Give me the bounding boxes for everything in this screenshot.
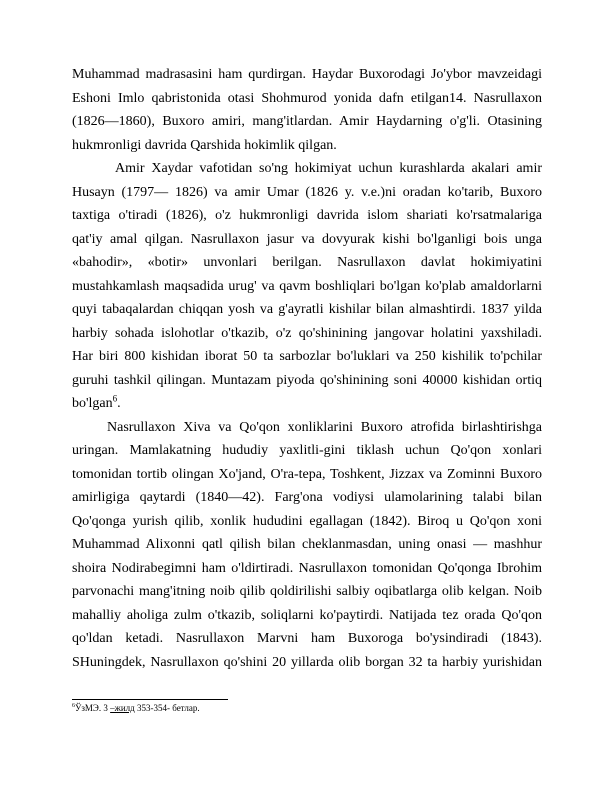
text-line: qo'ldan ketadi. Nasrullaxon Marvni ham Buxoroga bo'ysindiradi (1843). [72,631,542,646]
text-line [72,392,542,416]
text-line: tomonidan tortib olingan Xo'jand, O'ra-tepa, Toshkent, Jizzax va Zominni Buxoro [72,466,542,482]
footnote-reference[interactable]: 6 [112,393,118,404]
text-line: Nasrullaxon Xiva va Qo'qon xonliklarini Buxoro atrofida birlashtirishga [107,419,542,435]
text-line: Muhammad Alixonni qatl qilish bilan cheklanmasdan, uning onasi — mashhur [72,537,542,552]
text-line: taxtiga o'tiradi (1826), o'z hukmronligi davrida islom shariati ko'rsatmalariga [72,208,542,223]
text-line: Eshoni Imlo qabristonida otasi Shohmurod yonida dafn etilgan14. Nasrullaxon [72,90,542,106]
text-line: «bahodir», «botir» unvonlari berilgan. Nasrullaxon davlat hokimiyatini [72,255,542,270]
footnote-mark: 6 [72,703,75,709]
footnote-pages: 353-354- бетлар. [134,703,200,713]
text-line: Amir Xaydar vafotidan so'ng hokimiyat uchun kurashlarda akalari amir [115,161,542,176]
paragraph-1 [72,63,542,157]
text-line: hukmronligi davrida Qarshida hokimlik qilgan. [72,137,337,153]
text-fragment: bo'lgan [72,396,113,411]
text-line: amirligiga qaytardi (1840—42). Farg'ona vodiysi ulamolarining talabi bilan [72,490,542,505]
footnote [72,703,200,714]
text-line: harbiy sohada islohotlar o'tkazib, o'z qo'shinining jangovar holatini yaxshiladi. [72,325,542,341]
text-line: mustahkamlash maqsadida urug' va qavm boshliqlari bo'lgan ko'plab amaldorlarni [72,278,542,294]
paragraph-2 [72,157,542,416]
text-line: qat'iy amal qilgan. Nasrullaxon jasur va dovyurak kishi bo'lganligi bois unga [72,231,542,247]
footnote-separator [72,699,228,700]
text-line: mahalliy aholiga zulm o'tkazib, soliqlarni ko'paytirdi. Natijada tez orada Qo'qon [72,607,542,623]
document-body [72,63,542,674]
text-line: quyi tabaqalardan chiqqan yosh va g'ayratli kishilar bilan almashtirdi. 1837 yilda [72,302,542,317]
text-line: (1826—1860), Buxoro amiri, mang'itlardan. Amir Haydarning o'g'li. Otasining [72,114,542,129]
text-fragment: . [117,396,121,411]
text-line: Qo'qonga yurish qilib, xonlik hududini egallagan (1842). Biroq u Qo'qon xoni [72,513,542,529]
paragraph-3 [72,416,542,675]
footnote-volume: –жилд [110,703,135,713]
text-line: Husayn (1797— 1826) va amir Umar (1826 y. v.e.)ni oradan ko'tarib, Buxoro [72,184,542,200]
text-line: shoira Nodirabegimni ham o'ldirtiradi. Nasrullaxon tomonidan Qo'qonga Ibrohim [72,560,542,576]
text-line: parvonachi mang'itning noib qilib qoldirilishi salbiy oqibatlarga olib kelgan. Noib [72,584,542,599]
text-line: Har biri 800 kishidan iborat 50 ta sarbozlar bo'luklari va 250 kishilik to'pchilar [72,349,542,364]
text-line: Muhammad madrasasini ham qurdirgan. Haydar Buxorodagi Jo'ybor mavzeidagi [72,67,542,82]
text-line: SHuningdek, Nasrullaxon qo'shini 20 yillarda olib borgan 32 ta harbiy yurishidan [72,654,542,670]
footnote-source: ЎзМЭ. 3 [75,703,111,713]
text-line: uringan. Mamlakatning hududiy yaxlitli-gini tiklash uchun Qo'qon xonlari [72,443,542,458]
text-line: guruhi tashkil qilingan. Muntazam piyoda qo'shinining soni 40000 kishidan ortiq [72,372,542,388]
